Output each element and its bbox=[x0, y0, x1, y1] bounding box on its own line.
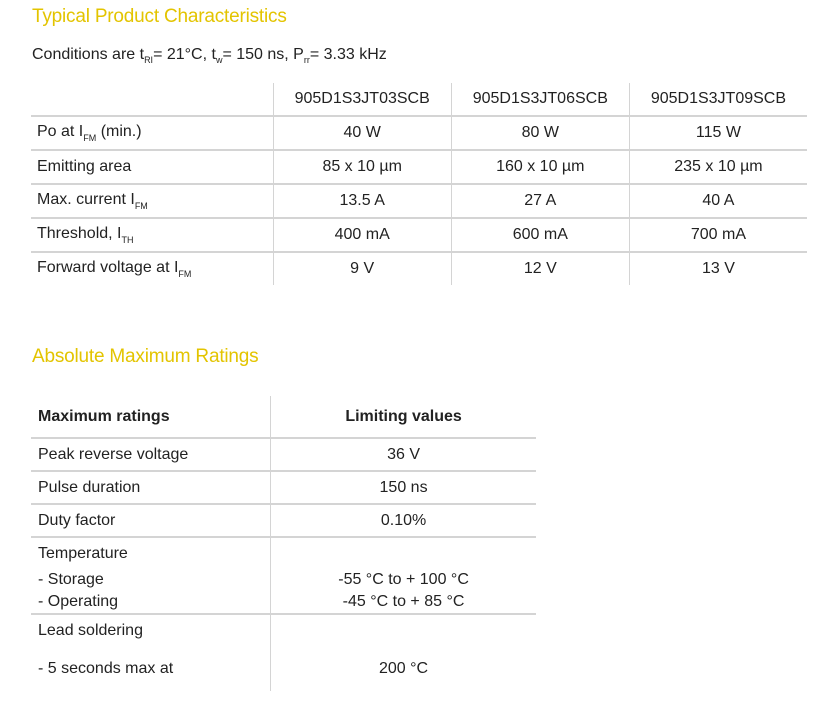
row-label: Threshold, $I_{TH}$ bbox=[31, 218, 273, 252]
table-cell: 150 ns bbox=[271, 471, 536, 504]
table-cell: 27 A bbox=[451, 184, 629, 218]
row-label: Lead soldering bbox=[38, 621, 143, 639]
row-label: Emitting area bbox=[31, 150, 273, 184]
storage-label: - Storage bbox=[38, 571, 104, 588]
table-row bbox=[31, 184, 807, 218]
table-row bbox=[31, 116, 807, 150]
table-cell: 200 °C bbox=[271, 646, 536, 691]
ratings-heading: Absolute Maximum Ratings bbox=[32, 346, 259, 367]
table-row bbox=[31, 471, 536, 504]
table-cell: 115 W bbox=[629, 116, 807, 150]
table-row bbox=[31, 569, 536, 614]
table-cell: 400 mA bbox=[273, 218, 451, 252]
table-cell: 40 A bbox=[629, 184, 807, 218]
characteristics-heading: Typical Product Characteristics bbox=[32, 6, 287, 27]
table-row bbox=[31, 252, 807, 285]
column-header: 905D1S3JT09SCB bbox=[629, 83, 807, 116]
row-label: Temperature bbox=[38, 544, 128, 562]
table-header-row bbox=[31, 396, 536, 438]
table-row bbox=[31, 438, 536, 471]
table-header-row bbox=[31, 83, 807, 116]
table-row bbox=[31, 150, 807, 184]
table-cell: 13.5 A bbox=[273, 184, 451, 218]
table-cell: 600 mA bbox=[451, 218, 629, 252]
row-label: Forward voltage at $I_{FM}$ bbox=[37, 259, 192, 279]
table-cell: 235 x 10 µm bbox=[629, 150, 807, 184]
table-cell: 80 W bbox=[451, 116, 629, 150]
table-cell bbox=[271, 569, 536, 614]
row-label: Peak reverse voltage bbox=[31, 438, 271, 471]
column-header: Maximum ratings bbox=[31, 396, 271, 438]
conditions-text: Conditions are $t_{RI}= 21^\circ C$, $t_w= 150$ ns, $P_{rr}= 3.33$ kHz bbox=[32, 46, 387, 65]
table-cell bbox=[271, 614, 536, 646]
column-header: 905D1S3JT06SCB bbox=[451, 83, 629, 116]
header-empty-cell bbox=[31, 83, 273, 116]
table-cell: 85 x 10 µm bbox=[273, 150, 451, 184]
storage-value: -55 °C to + 100 °C bbox=[338, 571, 469, 588]
table-row bbox=[31, 614, 536, 646]
table-row bbox=[31, 537, 536, 569]
row-label: Po at $I_{FM}$ (min.) bbox=[31, 116, 273, 150]
row-label: Duty factor bbox=[31, 504, 271, 537]
table-cell: 700 mA bbox=[629, 218, 807, 252]
table-cell: 36 V bbox=[271, 438, 536, 471]
operating-label: - Operating bbox=[38, 593, 119, 610]
table-row bbox=[31, 646, 536, 691]
column-header: Limiting values bbox=[271, 396, 536, 438]
table-row bbox=[31, 504, 536, 537]
table-cell: 0.10% bbox=[271, 504, 536, 537]
row-label: - 5 seconds max at bbox=[38, 659, 174, 677]
table-cell: 9 V bbox=[273, 252, 451, 285]
table-cell: 40 W bbox=[273, 116, 451, 150]
ratings-table bbox=[31, 396, 536, 691]
row-label bbox=[31, 569, 271, 614]
table-cell: 13 V bbox=[629, 252, 807, 285]
column-header: 905D1S3JT03SCB bbox=[273, 83, 451, 116]
operating-value: -45 °C to + 85 °C bbox=[342, 593, 465, 610]
table-cell: 160 x 10 µm bbox=[451, 150, 629, 184]
table-cell bbox=[271, 537, 536, 569]
table-row bbox=[31, 218, 807, 252]
row-label: Pulse duration bbox=[31, 471, 271, 504]
characteristics-table bbox=[31, 83, 807, 285]
table-cell: 12 V bbox=[451, 252, 629, 285]
row-label: Max. current $I_{FM}$ bbox=[31, 184, 273, 218]
